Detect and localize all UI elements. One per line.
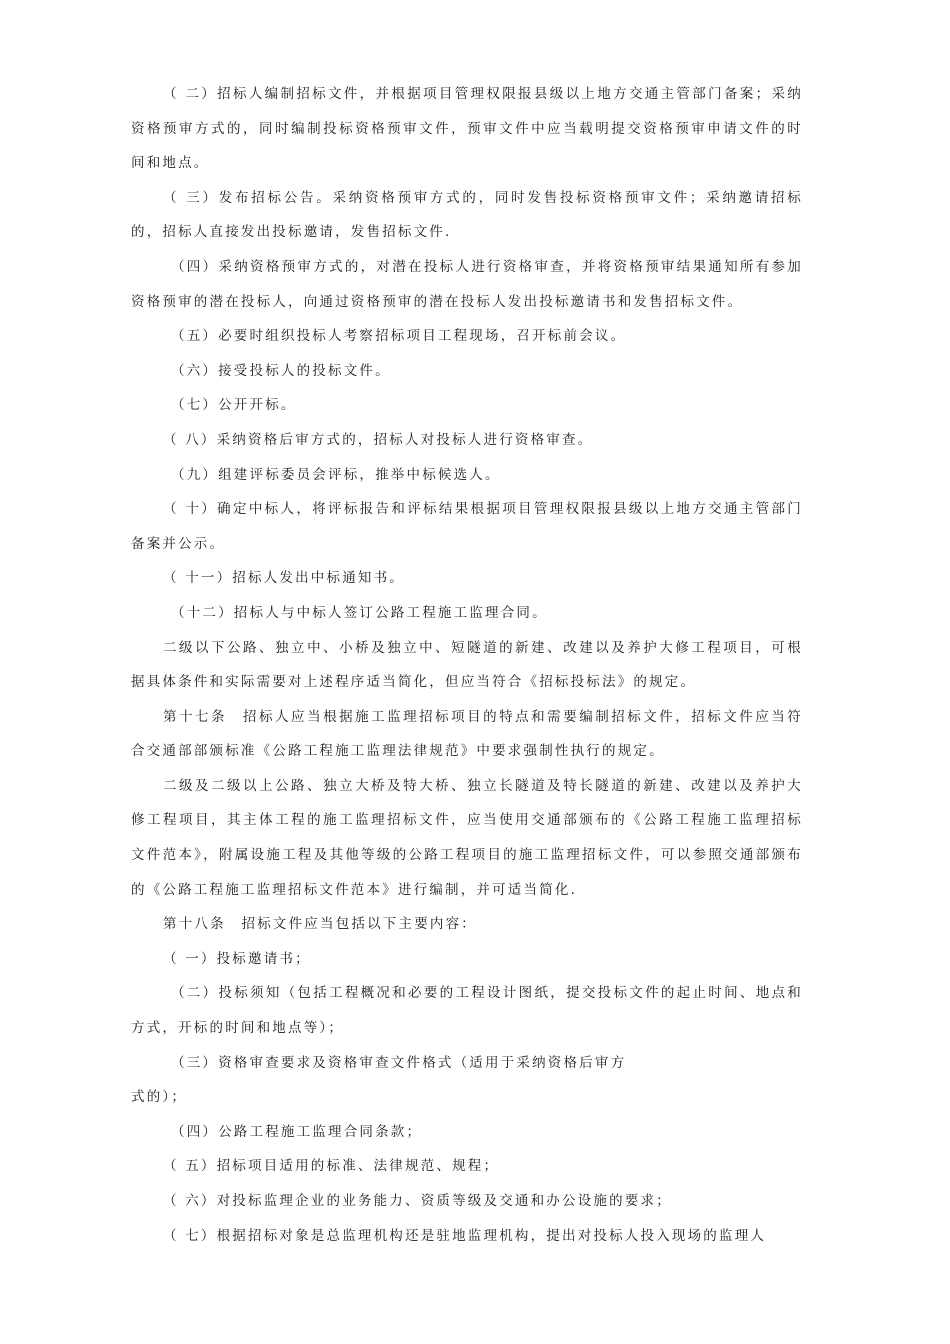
paragraph-procedure-12: （十二）招标人与中标人签订公路工程施工监理合同。 bbox=[171, 604, 548, 621]
paragraph-article-17-detail: 二级及二级以上公路、独立大桥及特大桥、独立长隧道及特长隧道的新建、改建以及养护大修工程项目，其主体工程的施工监理招标文件，应当使用交通部颁布的《公路工程施工监理招标文件范本》，附属设施工程及其他等级的公路工程项目的施工监理招标文件，可以参照交通部颁布的《公路工程施工监理招标文件范本》进行编制，并可适当简化. bbox=[131, 777, 803, 898]
paragraph-content-2: （二）投标须知（包括工程概况和必要的工程设计图纸，提交投标文件的起止时间、地点和方式，开标的时间和地点等）； bbox=[131, 985, 803, 1037]
paragraph-procedure-7: （七）公开开标。 bbox=[171, 397, 297, 414]
paragraph-procedure-2: （ 二）招标人编制招标文件，并根据项目管理权限报县级以上地方交通主管部门备案；采纳资格预审方式的，同时编制投标资格预审文件，预审文件中应当载明提交资格预审申请文件的时间和地点。 bbox=[131, 86, 803, 172]
paragraph-content-3: （三）资格审查要求及资格审查文件格式（适用于采纳资格后审方 bbox=[171, 1054, 627, 1071]
paragraph-procedure-4: （四）采纳资格预审方式的，对潜在投标人进行资格审查，并将资格预审结果通知所有参加资格预审的潜在投标人，向通过资格预审的潜在投标人发出投标邀请书和发售招标文件。 bbox=[131, 258, 803, 310]
paragraph-procedure-11: （ 十一）招标人发出中标通知书。 bbox=[163, 570, 405, 587]
paragraph-procedure-8: （ 八）采纳资格后审方式的，招标人对投标人进行资格审查。 bbox=[163, 431, 594, 448]
paragraph-content-5: （ 五）招标项目适用的标准、法律规范、规程； bbox=[163, 1158, 500, 1175]
paragraph-simplification-note: 二级以下公路、独立中、小桥及独立中、短隧道的新建、改建以及养护大修工程项目，可根据具体条件和实际需要对上述程序适当简化，但应当符合《招标投标法》的规定。 bbox=[131, 639, 803, 691]
paragraph-article-18: 第十八条 招标文件应当包括以下主要内容： bbox=[163, 916, 477, 933]
paragraph-content-6: （ 六）对投标监理企业的业务能力、资质等级及交通和办公设施的要求； bbox=[163, 1193, 672, 1209]
paragraph-procedure-6: （六）接受投标人的投标文件。 bbox=[171, 362, 391, 379]
paragraph-article-17: 第十七条 招标人应当根据施工监理招标项目的特点和需要编制招标文件，招标文件应当符合交通部部颁标准《公路工程施工监理法律规范》中要求强制性执行的规定。 bbox=[131, 708, 803, 760]
paragraph-content-4: （四）公路工程施工监理合同条款； bbox=[171, 1123, 423, 1140]
paragraph-procedure-9: （九）组建评标委员会评标，推举中标候选人。 bbox=[171, 466, 501, 483]
paragraph-content-1: （ 一）投标邀请书； bbox=[163, 950, 311, 967]
paragraph-content-3-continued: 式的）； bbox=[131, 1089, 188, 1106]
document-body bbox=[131, 77, 803, 1253]
paragraph-procedure-3: （ 三）发布招标公告。采纳资格预审方式的，同时发售投标资格预审文件；采纳邀请招标的，招标人直接发出投标邀请，发售招标文件. bbox=[131, 189, 803, 241]
paragraph-content-7: （ 七）根据招标对象是总监理机构还是驻地监理机构，提出对投标人投入现场的监理人 bbox=[163, 1227, 767, 1244]
paragraph-procedure-5: （五）必要时组织投标人考察招标项目工程现场，召开标前会议。 bbox=[171, 328, 627, 345]
paragraph-procedure-10: （ 十）确定中标人，将评标报告和评标结果根据项目管理权限报县级以上地方交通主管部门备案并公示。 bbox=[131, 501, 803, 552]
